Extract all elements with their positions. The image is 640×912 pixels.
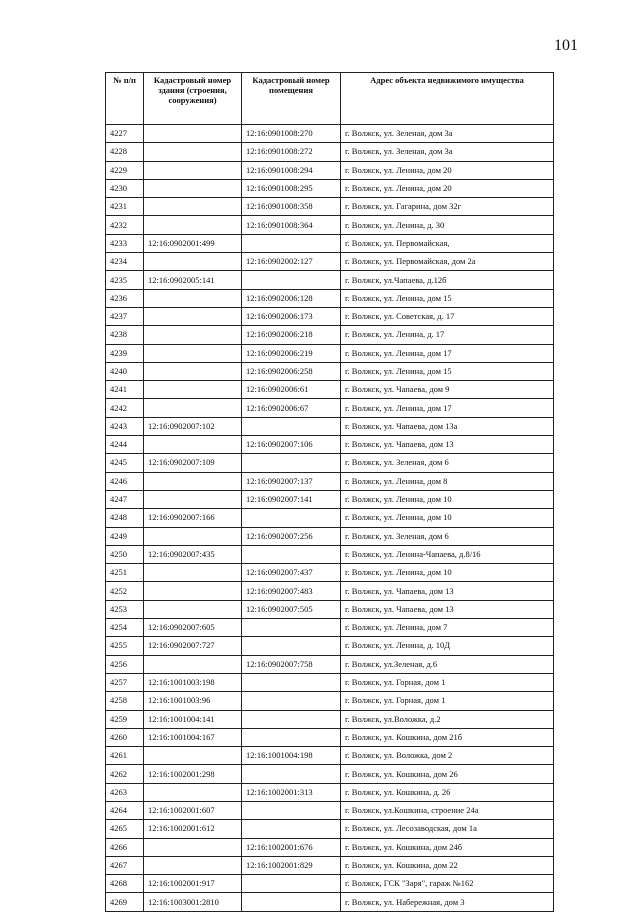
address-cell: г. Волжск, ул. Ленина, дом 8 — [341, 472, 554, 490]
premises-cadastral-cell — [242, 893, 341, 911]
premises-cadastral-cell — [242, 728, 341, 746]
address-cell: г. Волжск, ул. Советская, д. 17 — [341, 307, 554, 325]
table-row — [106, 856, 554, 874]
address-cell: г. Волжск, ул.Кошкина, строение 24а — [341, 801, 554, 819]
row-number-cell: 4243 — [106, 417, 144, 435]
row-number-cell: 4248 — [106, 509, 144, 527]
row-number-cell: 4231 — [106, 198, 144, 216]
address-cell: г. Волжск, ул. Ленина-Чапаева, д.8/16 — [341, 545, 554, 563]
row-number-cell: 4253 — [106, 600, 144, 618]
table-row — [106, 362, 554, 380]
table-row — [106, 454, 554, 472]
address-cell: г. Волжск, ул.Чапаева, д.12б — [341, 271, 554, 289]
table-row — [106, 271, 554, 289]
row-number-cell: 4236 — [106, 289, 144, 307]
table-row — [106, 417, 554, 435]
address-cell: г. Волжск, ул. Набережная, дом 3 — [341, 893, 554, 911]
address-cell: г. Волжск, ул. Ленина, дом 10 — [341, 490, 554, 508]
address-cell: г. Волжск, ул. Ленина, д. 10Д — [341, 637, 554, 655]
table-row — [106, 710, 554, 728]
premises-cadastral-cell: 12:16:0902007:505 — [242, 600, 341, 618]
table-row — [106, 582, 554, 600]
row-number-cell: 4265 — [106, 820, 144, 838]
table-row — [106, 747, 554, 765]
address-cell: г. Волжск, ул. Гагарина, дом 32г — [341, 198, 554, 216]
premises-cadastral-cell: 12:16:0901008:364 — [242, 216, 341, 234]
row-number-cell: 4257 — [106, 673, 144, 691]
building-cadastral-cell — [144, 143, 242, 161]
row-number-cell: 4234 — [106, 253, 144, 271]
header-address: Адрес объекта недвижимого имущества — [341, 73, 554, 125]
address-cell: г. Волжск, ул. Ленина, дом 17 — [341, 344, 554, 362]
row-number-cell: 4246 — [106, 472, 144, 490]
table-row — [106, 527, 554, 545]
building-cadastral-cell — [144, 655, 242, 673]
premises-cadastral-cell — [242, 234, 341, 252]
premises-cadastral-cell: 12:16:0902006:61 — [242, 381, 341, 399]
building-cadastral-cell: 12:16:1002001:612 — [144, 820, 242, 838]
building-cadastral-cell: 12:16:1002001:607 — [144, 801, 242, 819]
building-cadastral-cell: 12:16:1001003:198 — [144, 673, 242, 691]
premises-cadastral-cell: 12:16:0902007:256 — [242, 527, 341, 545]
row-number-cell: 4237 — [106, 307, 144, 325]
premises-cadastral-cell — [242, 271, 341, 289]
table-row — [106, 564, 554, 582]
row-number-cell: 4232 — [106, 216, 144, 234]
building-cadastral-cell — [144, 198, 242, 216]
table-row — [106, 143, 554, 161]
premises-cadastral-cell: 12:16:0901008:272 — [242, 143, 341, 161]
row-number-cell: 4229 — [106, 161, 144, 179]
premises-cadastral-cell: 12:16:0901008:294 — [242, 161, 341, 179]
premises-cadastral-cell — [242, 692, 341, 710]
premises-cadastral-cell: 12:16:0902007:437 — [242, 564, 341, 582]
address-cell: г. Волжск, ул. Первомайская, дом 2а — [341, 253, 554, 271]
address-cell: г. Волжск, ул. Ленина, дом 20 — [341, 161, 554, 179]
table-row — [106, 600, 554, 618]
building-cadastral-cell — [144, 362, 242, 380]
building-cadastral-cell: 12:16:0902007:102 — [144, 417, 242, 435]
address-cell: г. Волжск, ул.Воложка, д.2 — [341, 710, 554, 728]
building-cadastral-cell: 12:16:0902007:109 — [144, 454, 242, 472]
header-row-number: № п/п — [106, 73, 144, 125]
row-number-cell: 4245 — [106, 454, 144, 472]
table-row — [106, 765, 554, 783]
table-row — [106, 655, 554, 673]
table-row — [106, 179, 554, 197]
premises-cadastral-cell: 12:16:1002001:829 — [242, 856, 341, 874]
address-cell: г. Волжск, ул. Чапаева, дом 13 — [341, 436, 554, 454]
table-row — [106, 381, 554, 399]
row-number-cell: 4254 — [106, 619, 144, 637]
building-cadastral-cell — [144, 399, 242, 417]
address-cell: г. Волжск, ул. Кошкина, д. 26 — [341, 783, 554, 801]
building-cadastral-cell — [144, 564, 242, 582]
building-cadastral-cell — [144, 289, 242, 307]
premises-cadastral-cell — [242, 673, 341, 691]
table-row — [106, 344, 554, 362]
row-number-cell: 4263 — [106, 783, 144, 801]
building-cadastral-cell: 12:16:1003001:2810 — [144, 893, 242, 911]
building-cadastral-cell: 12:16:1001003:96 — [144, 692, 242, 710]
table-row — [106, 161, 554, 179]
building-cadastral-cell — [144, 747, 242, 765]
premises-cadastral-cell — [242, 454, 341, 472]
header-premises-cadastral: Кадастровый номер помещения — [242, 73, 341, 125]
table-row — [106, 289, 554, 307]
premises-cadastral-cell — [242, 765, 341, 783]
table-row — [106, 783, 554, 801]
address-cell: г. Волжск, ул. Ленина, дом 15 — [341, 362, 554, 380]
row-number-cell: 4244 — [106, 436, 144, 454]
address-cell: г. Волжск, ул. Лесозаводская, дом 1а — [341, 820, 554, 838]
row-number-cell: 4238 — [106, 326, 144, 344]
premises-cadastral-cell: 12:16:0902002:127 — [242, 253, 341, 271]
building-cadastral-cell — [144, 490, 242, 508]
address-cell: г. Волжск, ул. Ленина, д. 17 — [341, 326, 554, 344]
page-number: 101 — [554, 37, 578, 54]
premises-cadastral-cell: 12:16:0901008:270 — [242, 125, 341, 143]
building-cadastral-cell — [144, 307, 242, 325]
building-cadastral-cell: 12:16:0902007:605 — [144, 619, 242, 637]
address-cell: г. Волжск, ул. Чапаева, дом 13а — [341, 417, 554, 435]
row-number-cell: 4247 — [106, 490, 144, 508]
table-row — [106, 545, 554, 563]
table-row — [106, 509, 554, 527]
row-number-cell: 4242 — [106, 399, 144, 417]
row-number-cell: 4252 — [106, 582, 144, 600]
row-number-cell: 4268 — [106, 875, 144, 893]
building-cadastral-cell: 12:16:1001004:141 — [144, 710, 242, 728]
table-row — [106, 619, 554, 637]
row-number-cell: 4255 — [106, 637, 144, 655]
premises-cadastral-cell: 12:16:1002001:676 — [242, 838, 341, 856]
premises-cadastral-cell — [242, 801, 341, 819]
premises-cadastral-cell: 12:16:0902007:137 — [242, 472, 341, 490]
premises-cadastral-cell — [242, 637, 341, 655]
building-cadastral-cell — [144, 838, 242, 856]
table-row — [106, 637, 554, 655]
address-cell: г. Волжск, ул. Зеленая, дом 6 — [341, 527, 554, 545]
table-row — [106, 216, 554, 234]
address-cell: г. Волжск, ул. Горная, дом 1 — [341, 673, 554, 691]
address-cell: г. Волжск, ул. Ленина, дом 15 — [341, 289, 554, 307]
building-cadastral-cell — [144, 472, 242, 490]
premises-cadastral-cell: 12:16:0902007:483 — [242, 582, 341, 600]
table-row — [106, 728, 554, 746]
table-row — [106, 801, 554, 819]
building-cadastral-cell: 12:16:1002001:298 — [144, 765, 242, 783]
premises-cadastral-cell: 12:16:0902007:758 — [242, 655, 341, 673]
building-cadastral-cell — [144, 527, 242, 545]
table-row — [106, 838, 554, 856]
row-number-cell: 4267 — [106, 856, 144, 874]
row-number-cell: 4239 — [106, 344, 144, 362]
building-cadastral-cell — [144, 344, 242, 362]
table-row — [106, 673, 554, 691]
premises-cadastral-cell — [242, 417, 341, 435]
building-cadastral-cell — [144, 326, 242, 344]
building-cadastral-cell — [144, 125, 242, 143]
building-cadastral-cell — [144, 600, 242, 618]
building-cadastral-cell — [144, 216, 242, 234]
row-number-cell: 4256 — [106, 655, 144, 673]
address-cell: г. Волжск, ул. Зеленая, дом 3а — [341, 125, 554, 143]
address-cell: г. Волжск, ул. Ленина, дом 10 — [341, 509, 554, 527]
building-cadastral-cell — [144, 381, 242, 399]
table-header-row — [106, 73, 554, 125]
table-row — [106, 436, 554, 454]
row-number-cell: 4240 — [106, 362, 144, 380]
row-number-cell: 4261 — [106, 747, 144, 765]
row-number-cell: 4260 — [106, 728, 144, 746]
address-cell: г. Волжск, ул. Кошкина, дом 26 — [341, 765, 554, 783]
address-cell: г. Волжск, ул. Чапаева, дом 9 — [341, 381, 554, 399]
address-cell: г. Волжск, ул. Первомайская, — [341, 234, 554, 252]
building-cadastral-cell — [144, 179, 242, 197]
table-row — [106, 692, 554, 710]
premises-cadastral-cell — [242, 619, 341, 637]
table-body — [106, 125, 554, 912]
building-cadastral-cell — [144, 783, 242, 801]
table-row — [106, 875, 554, 893]
address-cell: г. Волжск, ул. Чапаева, дом 13 — [341, 582, 554, 600]
premises-cadastral-cell: 12:16:0901008:358 — [242, 198, 341, 216]
premises-cadastral-cell: 12:16:0902006:219 — [242, 344, 341, 362]
row-number-cell: 4241 — [106, 381, 144, 399]
table-row — [106, 490, 554, 508]
premises-cadastral-cell: 12:16:0902006:258 — [242, 362, 341, 380]
address-cell: г. Волжск, ул.Зеленая, д.6 — [341, 655, 554, 673]
row-number-cell: 4266 — [106, 838, 144, 856]
table-row — [106, 307, 554, 325]
premises-cadastral-cell — [242, 509, 341, 527]
building-cadastral-cell: 12:16:1001004:167 — [144, 728, 242, 746]
building-cadastral-cell: 12:16:0902007:727 — [144, 637, 242, 655]
premises-cadastral-cell: 12:16:0902006:128 — [242, 289, 341, 307]
address-cell: г. Волжск, ул. Кошкина, дом 21б — [341, 728, 554, 746]
building-cadastral-cell: 12:16:0902007:435 — [144, 545, 242, 563]
address-cell: г. Волжск, ул. Ленина, дом 10 — [341, 564, 554, 582]
row-number-cell: 4251 — [106, 564, 144, 582]
address-cell: г. Волжск, ул. Горная, дом 1 — [341, 692, 554, 710]
header-building-cadastral: Кадастровый номер здания (строения, сооружения) — [144, 73, 242, 125]
building-cadastral-cell — [144, 161, 242, 179]
row-number-cell: 4235 — [106, 271, 144, 289]
premises-cadastral-cell: 12:16:1001004:198 — [242, 747, 341, 765]
row-number-cell: 4249 — [106, 527, 144, 545]
address-cell: г. Волжск, ул. Зеленая, дом 6 — [341, 454, 554, 472]
premises-cadastral-cell: 12:16:0902006:67 — [242, 399, 341, 417]
row-number-cell: 4269 — [106, 893, 144, 911]
address-cell: г. Волжск, ул. Ленина, дом 17 — [341, 399, 554, 417]
premises-cadastral-cell: 12:16:0902006:173 — [242, 307, 341, 325]
premises-cadastral-cell — [242, 545, 341, 563]
row-number-cell: 4230 — [106, 179, 144, 197]
table-row — [106, 198, 554, 216]
property-registry-table — [105, 72, 554, 912]
table-row — [106, 399, 554, 417]
building-cadastral-cell: 12:16:0902005:141 — [144, 271, 242, 289]
address-cell: г. Волжск, ул. Кошкина, дом 22 — [341, 856, 554, 874]
address-cell: г. Волжск, ул. Чапаева, дом 13 — [341, 600, 554, 618]
table-row — [106, 125, 554, 143]
premises-cadastral-cell — [242, 820, 341, 838]
row-number-cell: 4233 — [106, 234, 144, 252]
row-number-cell: 4264 — [106, 801, 144, 819]
address-cell: г. Волжск, ул. Ленина, дом 20 — [341, 179, 554, 197]
table-row — [106, 234, 554, 252]
row-number-cell: 4258 — [106, 692, 144, 710]
building-cadastral-cell — [144, 436, 242, 454]
table-row — [106, 326, 554, 344]
row-number-cell: 4262 — [106, 765, 144, 783]
address-cell: г. Волжск, ул. Зеленая, дом 3а — [341, 143, 554, 161]
premises-cadastral-cell — [242, 710, 341, 728]
building-cadastral-cell: 12:16:1002001:917 — [144, 875, 242, 893]
premises-cadastral-cell: 12:16:1002001:313 — [242, 783, 341, 801]
table-row — [106, 820, 554, 838]
address-cell: г. Волжск, ул. Ленина, д. 30 — [341, 216, 554, 234]
table-row — [106, 893, 554, 911]
address-cell: г. Волжск, ул. Воложка, дом 2 — [341, 747, 554, 765]
building-cadastral-cell — [144, 253, 242, 271]
table-row — [106, 472, 554, 490]
building-cadastral-cell: 12:16:0902007:166 — [144, 509, 242, 527]
row-number-cell: 4227 — [106, 125, 144, 143]
table-row — [106, 253, 554, 271]
building-cadastral-cell — [144, 582, 242, 600]
premises-cadastral-cell — [242, 875, 341, 893]
premises-cadastral-cell: 12:16:0902007:106 — [242, 436, 341, 454]
address-cell: г. Волжск, ГСК "Заря", гараж №162 — [341, 875, 554, 893]
premises-cadastral-cell: 12:16:0902007:141 — [242, 490, 341, 508]
building-cadastral-cell — [144, 856, 242, 874]
building-cadastral-cell: 12:16:0902001:499 — [144, 234, 242, 252]
row-number-cell: 4250 — [106, 545, 144, 563]
row-number-cell: 4228 — [106, 143, 144, 161]
premises-cadastral-cell: 12:16:0902006:218 — [242, 326, 341, 344]
premises-cadastral-cell: 12:16:0901008:295 — [242, 179, 341, 197]
address-cell: г. Волжск, ул. Кошкина, дом 24б — [341, 838, 554, 856]
row-number-cell: 4259 — [106, 710, 144, 728]
address-cell: г. Волжск, ул. Ленина, дом 7 — [341, 619, 554, 637]
